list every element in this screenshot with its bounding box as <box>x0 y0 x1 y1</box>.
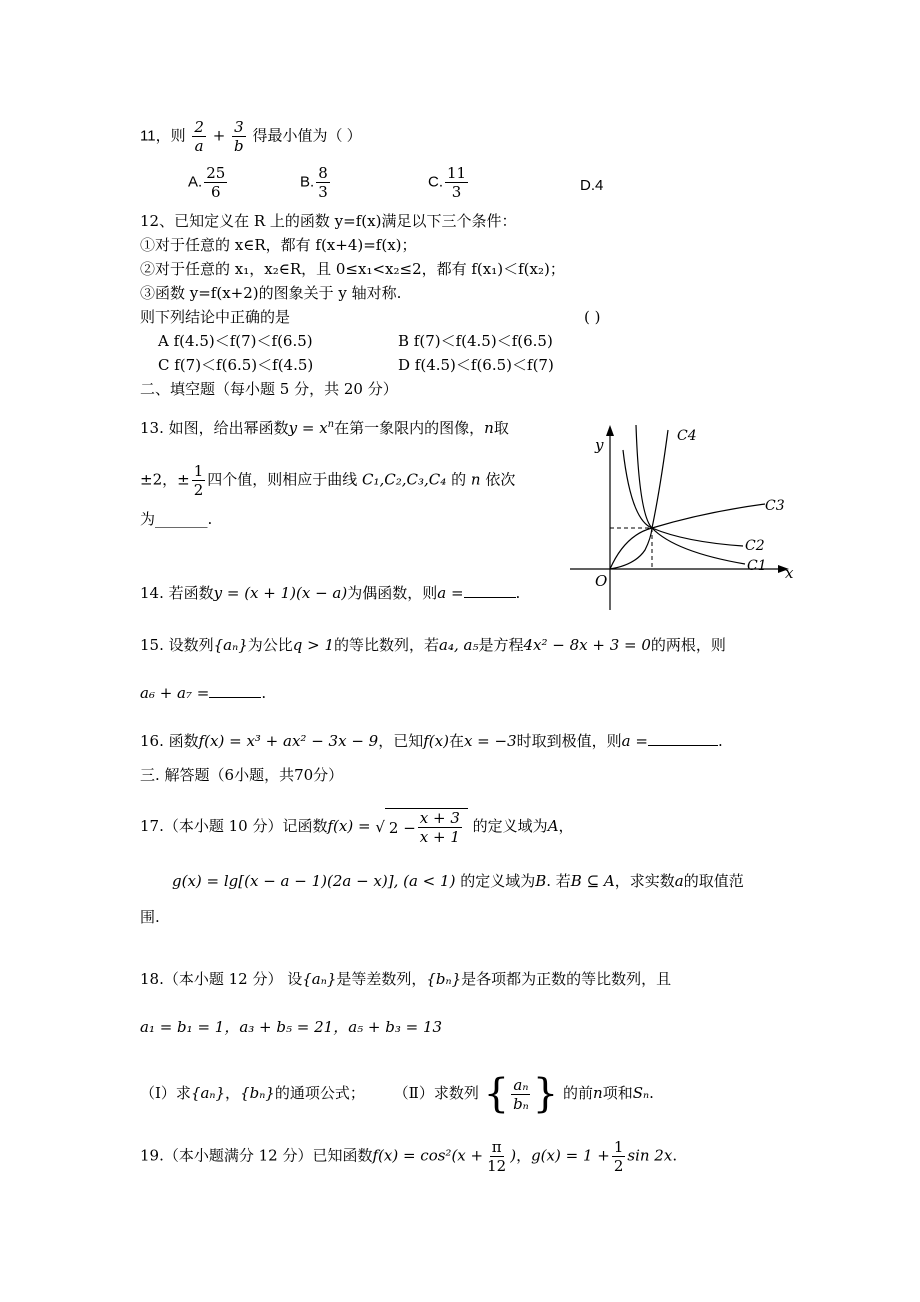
q11-number: 11，则 <box>140 127 186 145</box>
x-axis-label: x <box>785 564 794 582</box>
q11-option-c: C. $\frac{11}{3}$ <box>428 164 467 201</box>
q15-line2: a₆ + a₇ = . <box>140 684 267 702</box>
q17-line2: g(x) = lg[(x − a − 1)(2a − x)], (a < 1) 的定义域为B. 若B ⊆ A，求实数a的取值范 <box>172 872 744 890</box>
q17-line3: 围. <box>140 908 160 926</box>
q18-line3: （Ⅰ）求{aₙ}，{bₙ}的通项公式； （Ⅱ）求数列 { $\frac{\text{aₙ}}{\text{bₙ}}$ } 的前n项和Sₙ. <box>140 1071 654 1117</box>
c3-label: C3 <box>765 498 785 514</box>
curve-c3 <box>610 504 765 569</box>
q12-line5: 则下列结论中正确的是 <box>140 308 291 326</box>
q11-tail: 得最小值为（ ） <box>252 127 362 145</box>
q18-line2: a₁ = b₁ = 1，a₃ + b₅ = 21，a₅ + b₃ = 13 <box>140 1018 443 1036</box>
q11-frac2: $\frac{3}{b}$ <box>234 118 244 155</box>
q11-option-d: D.4 <box>580 177 604 194</box>
q12-line3: ②对于任意的 x₁，x₂∈R，且 0≤x₁<x₂≤2，都有 f(x₁)＜f(x₂)； <box>140 260 565 278</box>
section2-heading: 二、填空题（每小题 5 分，共 20 分） <box>140 380 398 398</box>
c4-label: C4 <box>677 428 697 444</box>
q16-line: 16. 函数f(x) = x³ + ax² − 3x − 9，已知f(x)在x = −3时取到极值，则a = . <box>140 732 723 750</box>
q11-line: 11，则 $\frac{2}{a}$ + $\frac{3}{b}$ 得最小值为（ ） <box>140 118 362 155</box>
c2-label: C2 <box>745 538 765 554</box>
q18-line1: 18.（本小题 12 分） 设{aₙ}是等差数列，{bₙ}是各项都为正数的等比数列，且 <box>140 970 672 988</box>
power-function-graph <box>565 420 805 615</box>
q12-line4: ③函数 y=f(x+2)的图象关于 y 轴对称. <box>140 284 402 302</box>
section3-heading: 三. 解答题（6小题，共70分） <box>140 766 344 784</box>
q12-option-c: C f(7)＜f(6.5)＜f(4.5) <box>158 356 314 374</box>
q11-frac1: $\frac{2}{a}$ <box>194 118 204 155</box>
q15-line1: 15. 设数列{aₙ}为公比q > 1的等比数列，若a₄, a₅是方程4x² − 8x + 3 = 0的两根，则 <box>140 636 726 654</box>
q11-option-a: A. $\frac{25}{6}$ <box>188 164 226 201</box>
q13-line2: ±2，± $\frac{1}{2}$ 四个值，则相应于曲线 C₁,C₂,C₃,C₄ 的 n 依次 <box>140 462 516 499</box>
q12-line1: 12、已知定义在 R 上的函数 y=f(x)满足以下三个条件： <box>140 212 517 230</box>
c1-label: C1 <box>747 558 767 574</box>
q13-line3: 为_______. <box>140 510 213 528</box>
q12-line2: ①对于任意的 x∈R，都有 f(x+4)=f(x)； <box>140 236 417 254</box>
q11-option-b: B. $\frac{8}{3}$ <box>300 164 328 201</box>
q12-option-a: A f(4.5)＜f(7)＜f(6.5) <box>158 332 313 350</box>
q12-option-d: D f(4.5)＜f(6.5)＜f(7) <box>398 356 554 374</box>
curve-c4 <box>610 430 668 569</box>
y-axis-label: y <box>595 436 604 454</box>
q19-line: 19.（本小题满分 12 分）已知函数f(x) = cos²(x + $\frac{\pi}{12}$ )，g(x) = 1 + $\frac{1}{2}$ sin 2x. <box>140 1138 678 1175</box>
q12-answer-paren: ( ) <box>584 308 601 326</box>
q17-line1: 17.（本小题 10 分）记函数f(x) = √ 2 − $\frac{x + 3}{x + 1}$ 的定义域为A， <box>140 809 574 846</box>
y-axis-arrow <box>606 425 614 436</box>
q12-option-b: B f(7)＜f(4.5)＜f(6.5) <box>398 332 553 350</box>
origin-label: O <box>595 572 608 590</box>
q13-line1: 13. 如图，给出幂函数$y = x^n$在第一象限内的图像，n取 <box>140 419 509 437</box>
q14-line: 14. 若函数y = (x + 1)(x − a)为偶函数，则a = . <box>140 584 521 602</box>
